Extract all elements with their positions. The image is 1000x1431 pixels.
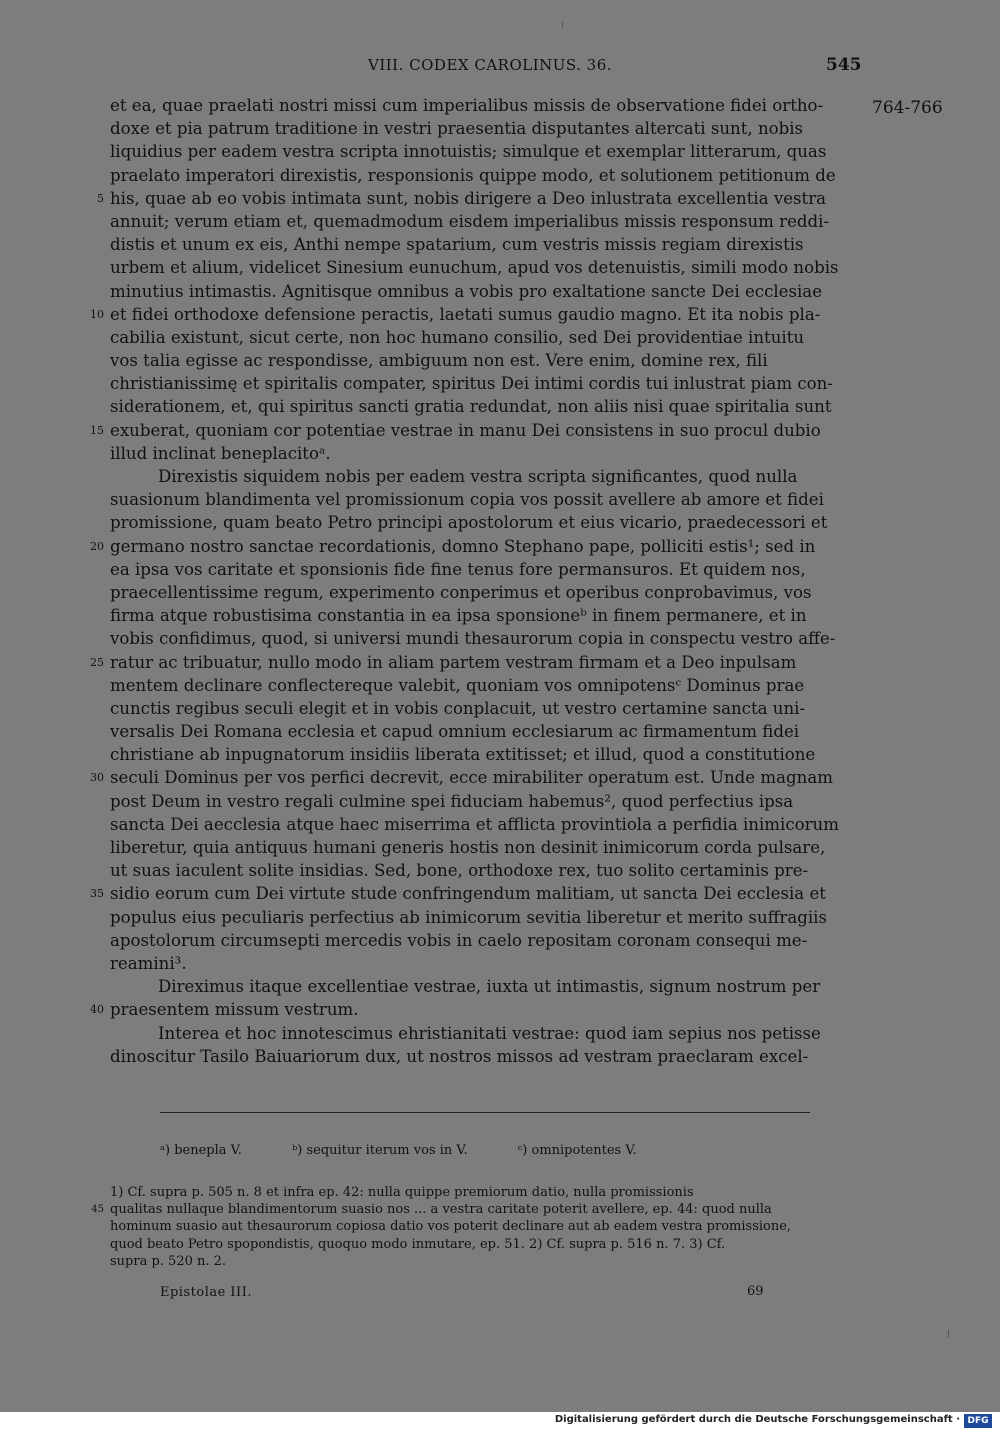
footnote-line <box>91 1201 864 1218</box>
body-line-text: versalis Dei Romana ecclesia et capud omnium ecclesiarum ac firmamentum fidei <box>110 722 800 742</box>
body-line-text: his, quae ab eo vobis intimata sunt, nobis dirigere a Deo inlustrata excellentia vestra <box>110 188 827 208</box>
body-line <box>110 140 864 163</box>
body-line <box>110 790 864 813</box>
body-line-text: promissione, quam beato Petro principi apostolorum et eius vicario, praedecessori et <box>110 513 828 533</box>
footnote-line <box>110 1218 864 1235</box>
body-line-text: post Deum in vestro regali culmine spei fiduciam habemus², quod perfectius ipsa <box>110 791 794 811</box>
footnote-line <box>110 1253 864 1270</box>
body-line-text: suasionum blandimenta vel promissionum copia vos possit avellere ab amore et fidei <box>110 490 824 510</box>
footnote-line-text: quod beato Petro spopondistis, quoquo modo inmutare, ep. 51. 2) Cf. supra p. 516 n. 7. 3) Cf. <box>110 1236 726 1252</box>
body-line <box>110 697 864 720</box>
body-line <box>110 280 864 303</box>
body-line <box>110 743 864 766</box>
body-line-text: siderationem, et, qui spiritus sancti gratia redundat, non aliis nisi quae spiritalia sunt <box>110 397 832 417</box>
page-header <box>0 56 1000 82</box>
critical-notes <box>160 1143 683 1158</box>
body-line <box>90 766 864 789</box>
body-line-text: populus eius peculiaris perfectius ab inimicorum sevitia liberetur et merito suffragiis <box>110 907 827 927</box>
body-line <box>110 674 864 697</box>
body-line <box>110 488 864 511</box>
body-line-text: annuit; verum etiam et, quemadmodum eisdem imperialibus missis responsum reddi- <box>110 211 830 231</box>
series-title: Epistolae III. <box>160 1285 252 1300</box>
line-number: 10 <box>90 307 104 321</box>
body-line-text: doxe et pia patrum traditione in vestri praesentia disputantes altercati sunt, nobis <box>110 119 804 139</box>
body-line <box>110 813 864 836</box>
body-line <box>110 94 864 117</box>
line-number: 25 <box>90 655 104 669</box>
body-line <box>110 372 864 395</box>
body-line-text: mentem declinare conflecterequе valebit, quoniam vos omnipotensᶜ Dominus prae <box>110 675 805 695</box>
body-line-text: distis et unum ex eis, Anthi nempe spatarium, cum vestris missis regiam direxistis <box>110 235 804 255</box>
body-line-text: vos talia egisse ac respondisse, ambiguum non est. Vere enim, domine rex, fili <box>110 351 768 371</box>
body-line <box>110 581 864 604</box>
critical-note-b: ᵇ) sequitur iterum vos in V. <box>292 1143 468 1158</box>
body-line-text: christiane ab inpugnatorum insidiis liberata extitisset; et illud, quod a constitutione <box>110 745 816 765</box>
scan-mark <box>562 22 563 28</box>
body-line-text: firma atque robustisima constantia in ea ipsa sponsioneᵇ in finem permanere, et in <box>110 606 807 626</box>
body-line-text: praecellentissime regum, experimento conperimus et operibus conprobavimus, vos <box>110 582 812 602</box>
body-line-text: ea ipsa vos caritate et sponsionis fide fine tenus fore permansuros. Et quidem nos, <box>110 559 806 579</box>
body-line <box>110 558 864 581</box>
scan-mark <box>948 1330 949 1338</box>
body-line <box>110 117 864 140</box>
body-line <box>110 720 864 743</box>
running-head: VIII. CODEX CAROLINUS. 36. <box>368 56 613 74</box>
footnote-line-text: supra p. 520 n. 2. <box>110 1253 227 1269</box>
footnote-line <box>110 1236 864 1253</box>
body-line-text: et fidei orthodoxe defensione peractis, laetati sumus gaudio magno. Et ita nobis pla- <box>110 304 821 324</box>
body-line-text: vobis confidimus, quod, si universi mundi thesaurorum copia in conspectu vestro affe- <box>110 629 836 649</box>
body-line <box>110 604 864 627</box>
line-number: 40 <box>90 1003 104 1017</box>
body-line <box>110 511 864 534</box>
body-line-text: dinoscitur Tasilo Baiuariorum dux, ut nostros missos ad vestram praeclaram excel- <box>110 1046 809 1066</box>
body-line-text: apostolorum circumsepti mercedis vobis in caelo repositam coronam consequi me- <box>110 930 808 950</box>
body-line <box>110 233 864 256</box>
body-line <box>110 1045 864 1068</box>
body-line-text: cabilia existunt, sicut certe, non hoc humano consilio, sed Dei providentiae intuitu <box>110 327 805 347</box>
body-line-text: germano nostro sanctae recordationis, domno Stephano pape, polliciti estis¹; sed in <box>110 536 816 556</box>
body-line <box>110 1022 864 1045</box>
body-line <box>110 859 864 882</box>
body-line <box>110 256 864 279</box>
body-line <box>110 349 864 372</box>
footnote-line <box>110 1184 864 1201</box>
body-line-text: Direximus itaque excellentiae vestrae, iuxta ut intimastis, signum nostrum per <box>158 977 821 997</box>
body-line <box>90 651 864 674</box>
body-line-text: sancta Dei aecclesia atque haec miserrima et afflicta provintiola a perfidia inimicorum <box>110 814 839 834</box>
body-line <box>110 952 864 975</box>
body-line-text: ut suas iaculent solite insidias. Sed, bone, orthodoxe rex, tuo solito certaminis pre- <box>110 861 809 881</box>
footnote-line-text: hominum suasio aut thesaurorum copiosa datio vos poterit declinare aut ab eadem vestra promissione, <box>110 1219 792 1235</box>
footnotes <box>91 1184 864 1270</box>
body-line <box>110 975 864 998</box>
body-line <box>90 419 864 442</box>
body-line-text: minutius intimastis. Agnitisque omnibus a vobis pro exaltatione sancte Dei ecclesiae <box>110 281 823 301</box>
body-line-text: exuberat, quoniam cor potentiae vestrae in manu Dei consistens in suo procul dubio <box>110 420 821 440</box>
dfg-logo-icon: DFG <box>964 1414 992 1428</box>
body-line <box>90 303 864 326</box>
footnote-line-text: 1) Cf. supra p. 505 n. 8 et infra ep. 42: nulla quippe premiorum datio, nulla promissionis <box>110 1185 694 1200</box>
line-number: 5 <box>97 191 104 205</box>
body-line <box>110 906 864 929</box>
dfg-credit: Digitalisierung gefördert durch die Deutsche Forschungsgemeinschaft · <box>554 1414 960 1425</box>
body-line-text: christianissimę et spiritalis compater, spiritus Dei intimi cordis tui inlustrat piam con- <box>110 374 833 394</box>
line-number: 45 <box>91 1204 104 1216</box>
body-line-text: Interea et hoc innotescimus ehristianitati vestrae: quod iam sepius nos petisse <box>158 1023 821 1043</box>
body-line <box>110 836 864 859</box>
body-line <box>90 998 864 1021</box>
body-line <box>110 465 864 488</box>
body-line <box>90 882 864 905</box>
body-line-text: ratur ac tribuatur, nullo modo in aliam partem vestram firmam et a Deo inpulsam <box>110 652 797 672</box>
critical-note-a: ᵃ) benepla V. <box>160 1143 242 1158</box>
body-line-text: liberetur, quia antiquus humani generis hostis non desinit inimicorum corda pulsare, <box>110 838 826 857</box>
body-line-text: illud inclinat beneplacitoᵃ. <box>110 443 331 463</box>
body-line <box>110 627 864 650</box>
body-line <box>110 442 864 465</box>
body-line <box>110 326 864 349</box>
body-line-text: praelato imperatori direxistis, responsionis quippe modo, et solutionem petitionum de <box>110 165 836 185</box>
body-line-text: seculi Dominus per vos perfici decrevit, ecce mirabiliter operatum est. Unde magnam <box>110 768 833 788</box>
body-line <box>110 395 864 418</box>
footnote-rule <box>160 1112 810 1113</box>
body-line-text: cunctis regibus seculi elegit et in vobis conplacuit, ut vestro certamine sancta uni- <box>110 698 806 718</box>
body-line <box>110 210 864 233</box>
body-line-text: urbem et alium, videlicet Sinesium eunuchum, apud vos detenuistis, simili modo nobis <box>110 258 839 278</box>
line-number: 15 <box>90 423 104 437</box>
main-text <box>90 94 864 1068</box>
line-number: 20 <box>90 539 104 553</box>
body-line-text: reamini³. <box>110 953 187 973</box>
body-line-text: praesentem missum vestrum. <box>110 1000 359 1020</box>
body-line-text: et ea, quae praelati nostri missi cum imperialibus missis de observatione fidei ortho- <box>110 96 824 115</box>
critical-note-c: ᶜ) omnipotentes V. <box>517 1143 637 1158</box>
footnote-line-text: qualitas nullaque blandimentorum suasio nos ... a vestra caritate poterit avellere, ep. 44: quod nulla <box>110 1202 772 1218</box>
body-line-text: liquidius per eadem vestra scripta innotuistis; simulque et exemplar litterarum, quas <box>110 142 827 162</box>
body-line <box>110 929 864 952</box>
line-number: 35 <box>90 887 104 901</box>
body-line <box>90 535 864 558</box>
line-number: 30 <box>90 771 104 785</box>
body-line <box>110 164 864 187</box>
body-line-text: Direxistis siquidem nobis per eadem vestra scripta significantes, quod nulla <box>158 467 798 486</box>
date-margin-note: 764-766 <box>872 98 943 118</box>
page-number: 545 <box>826 55 862 75</box>
signature-mark: 69 <box>747 1284 764 1299</box>
body-line-text: sidio eorum cum Dei virtute stude confringendum malitiam, ut sancta Dei ecclesia et <box>110 884 826 904</box>
dfg-banner <box>0 1412 1000 1431</box>
body-line <box>97 187 864 210</box>
